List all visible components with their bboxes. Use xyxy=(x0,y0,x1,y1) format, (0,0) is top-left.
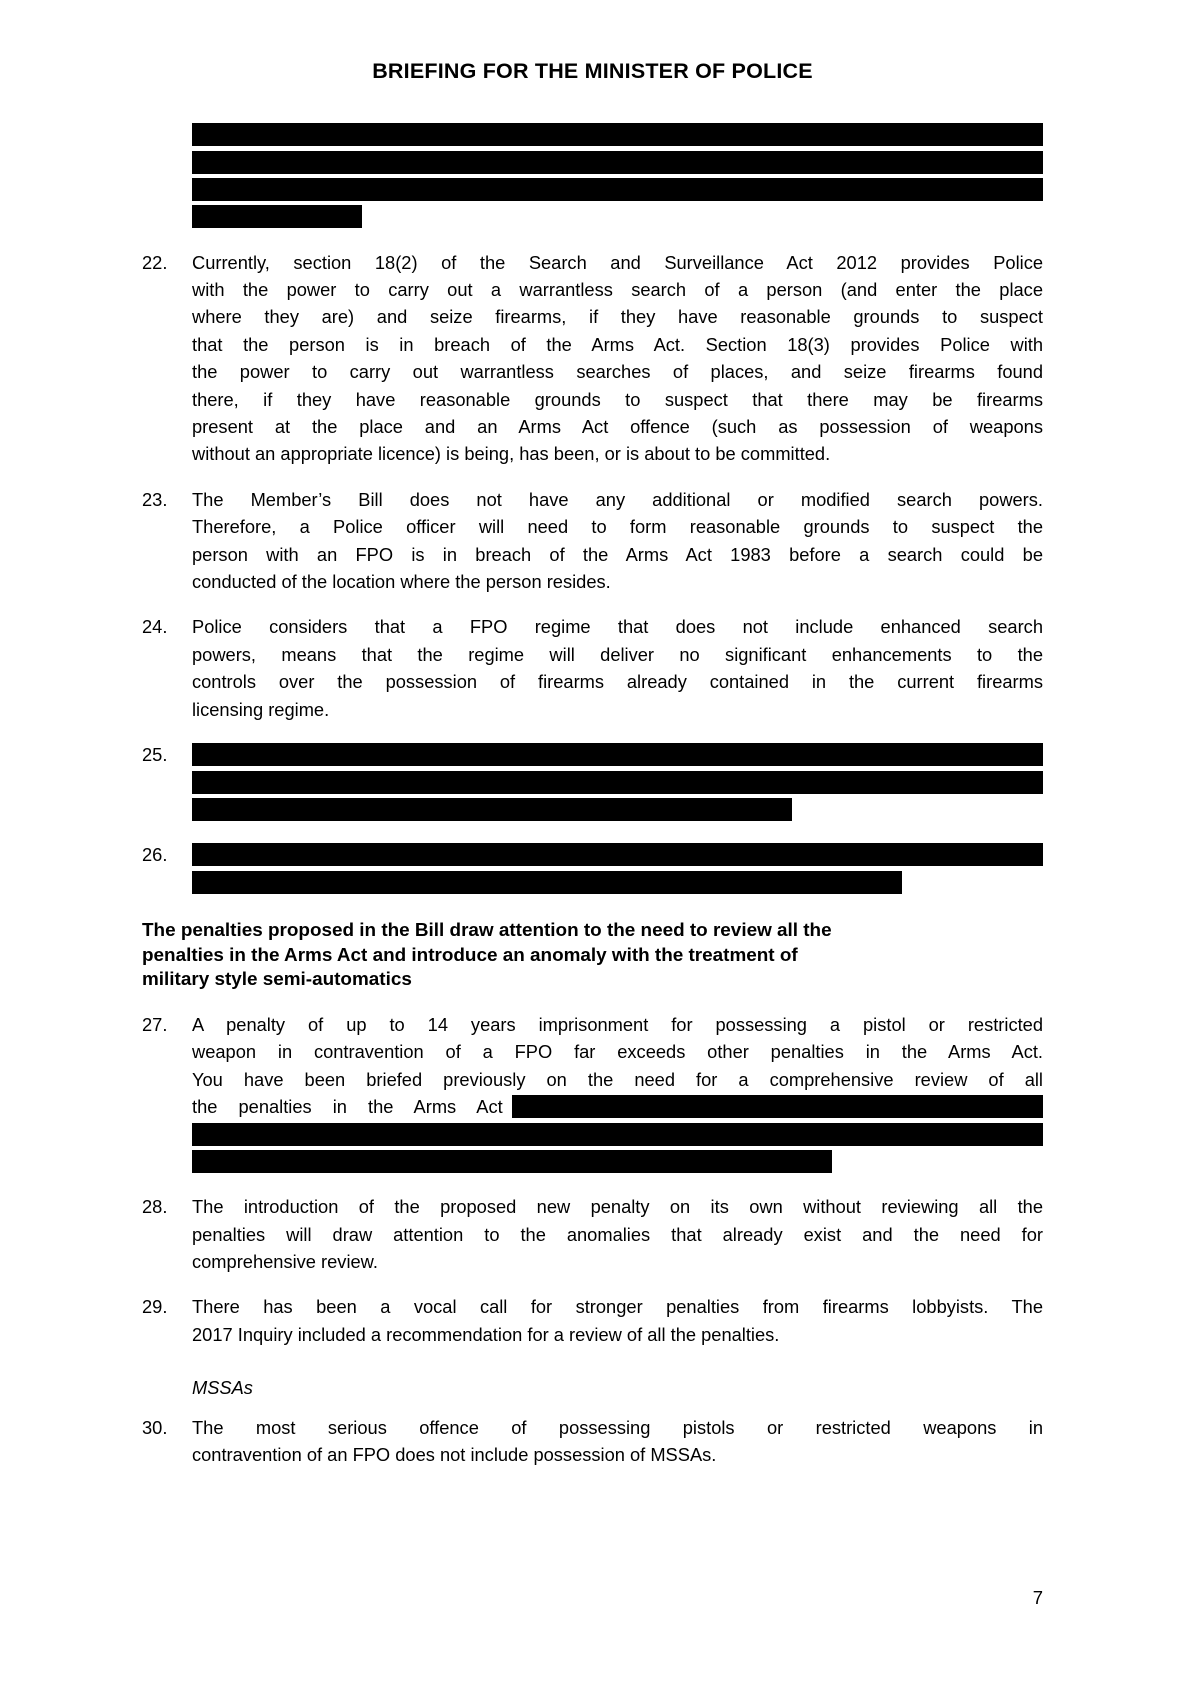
redaction-bar xyxy=(192,151,1043,174)
paragraph-line: without an appropriate licence) is being, has been, or is about to be committed. xyxy=(192,443,831,465)
paragraph-line: contravention of an FPO does not include possession of MSSAs. xyxy=(192,1444,717,1466)
paragraph-number: 27. xyxy=(142,1013,168,1035)
paragraph-line: the power to carry out warrantless searches of places, and seize firearms found xyxy=(192,361,1043,383)
redaction-bar-row xyxy=(192,741,1043,768)
paragraph xyxy=(142,1193,1043,1275)
paragraph-line: Police considers that a FPO regime that does not include enhanced search xyxy=(192,616,1043,638)
redaction-bar-row xyxy=(192,176,1043,203)
paragraph-line: where they are) and seize firearms, if they have reasonable grounds to suspect xyxy=(192,306,1043,328)
section-heading xyxy=(142,919,1043,993)
paragraph-line: Currently, section 18(2) of the Search and Surveillance Act 2012 provides Police xyxy=(192,251,1043,273)
redaction-bar-row xyxy=(192,768,1043,795)
paragraph-text xyxy=(192,741,1043,823)
paragraph xyxy=(142,613,1043,723)
paragraph-line: You have been briefed previously on the need for a comprehensive review of all xyxy=(192,1068,1043,1090)
paragraph-number: 30. xyxy=(142,1416,168,1438)
page-number: 7 xyxy=(1032,1587,1043,1608)
paragraph-line: controls over the possession of firearms already contained in the current firearms xyxy=(192,671,1043,693)
document-body xyxy=(142,121,1043,1468)
redaction-bar xyxy=(192,178,1043,201)
paragraph-number: 28. xyxy=(142,1196,168,1218)
redaction-bar-row xyxy=(192,1120,1043,1147)
paragraph-line: Therefore, a Police officer will need to form reasonable grounds to suspect the xyxy=(192,516,1043,538)
redaction-bar xyxy=(192,843,1043,866)
redaction-bar-row xyxy=(192,841,1043,868)
redaction-bar xyxy=(192,205,362,228)
inline-redaction-text: the penalties in the Arms Act xyxy=(192,1096,503,1118)
paragraph-line: A penalty of up to 14 years imprisonment for possessing a pistol or restricted xyxy=(192,1013,1043,1035)
paragraph-text xyxy=(192,1193,1043,1275)
paragraph-line: conducted of the location where the person resides. xyxy=(192,571,611,593)
doc-title: BRIEFING FOR THE MINISTER OF POLICE xyxy=(372,59,813,83)
paragraph-line: penalties will draw attention to the anomalies that already exist and the need for xyxy=(192,1223,1043,1245)
paragraph-text xyxy=(192,1011,1043,1175)
paragraph-line: 2017 Inquiry included a recommendation for a review of all the penalties. xyxy=(192,1323,780,1345)
paragraph-line: there, if they have reasonable grounds to suspect that there may be firearms xyxy=(192,388,1043,410)
redaction-bar xyxy=(192,798,792,821)
paragraph-line: The introduction of the proposed new penalty on its own without reviewing all the xyxy=(192,1196,1043,1218)
paragraph-text xyxy=(192,1293,1043,1348)
redaction-bar-row xyxy=(192,203,1043,230)
paragraph-number: 24. xyxy=(142,616,168,638)
redacted-block xyxy=(192,121,1043,231)
paragraph xyxy=(142,486,1043,596)
paragraph-line: The most serious offence of possessing pistols or restricted weapons in xyxy=(192,1416,1043,1438)
paragraph-text xyxy=(192,249,1043,468)
paragraph xyxy=(142,1414,1043,1469)
paragraph-line: with the power to carry out a warrantless search of a person (and enter the place xyxy=(192,278,1043,300)
subheading-mssas: MSSAs xyxy=(192,1377,253,1399)
paragraph-text xyxy=(192,613,1043,723)
paragraph-line: that the person is in breach of the Arms Act. Section 18(3) provides Police with xyxy=(192,333,1043,355)
paragraph-number: 25. xyxy=(142,744,168,766)
paragraph xyxy=(142,1011,1043,1175)
inline-redaction-line xyxy=(192,1093,1043,1120)
paragraph-number: 22. xyxy=(142,251,168,273)
redaction-bar-row xyxy=(192,121,1043,148)
paragraph-line: present at the place and an Arms Act offence (such as possession of weapons xyxy=(192,416,1043,437)
paragraph xyxy=(142,841,1043,896)
paragraph-line: weapon in contravention of a FPO far exceeds other penalties in the Arms Act. xyxy=(192,1041,1043,1063)
paragraph-line: comprehensive review. xyxy=(192,1251,378,1273)
paragraph-line: licensing regime. xyxy=(192,698,330,720)
redaction-bar-row xyxy=(192,869,1043,896)
redaction-bar xyxy=(192,1150,832,1173)
section-heading-line: military style semi-automatics xyxy=(142,969,412,991)
paragraph xyxy=(142,1293,1043,1348)
paragraph-number: 23. xyxy=(142,488,168,510)
paragraph-line: person with an FPO is in breach of the Arms Act 1983 before a search could be xyxy=(192,543,1043,565)
paragraph-line: The Member’s Bill does not have any additional or modified search powers. xyxy=(192,488,1043,510)
paragraph-line: There has been a vocal call for stronger penalties from firearms lobbyists. The xyxy=(192,1296,1043,1318)
paragraph xyxy=(142,249,1043,468)
paragraph-text xyxy=(192,1414,1043,1469)
redaction-bar xyxy=(192,1123,1043,1146)
paragraph-text xyxy=(192,486,1043,596)
paragraph xyxy=(142,741,1043,823)
section-heading-line: The penalties proposed in the Bill draw attention to the need to review all the xyxy=(142,920,832,942)
redaction-bar-row xyxy=(192,1148,1043,1175)
paragraph-line: powers, means that the regime will deliver no significant enhancements to the xyxy=(192,643,1043,665)
paragraph-number: 29. xyxy=(142,1296,168,1318)
redaction-bar xyxy=(192,771,1043,794)
redaction-bar xyxy=(512,1095,1043,1118)
paragraph-text xyxy=(192,841,1043,896)
section-heading-line: penalties in the Arms Act and introduce an anomaly with the treatment of xyxy=(142,944,798,966)
redaction-bar-row xyxy=(192,796,1043,823)
redaction-bar xyxy=(192,871,902,894)
paragraph-number: 26. xyxy=(142,844,168,866)
redaction-bar-row xyxy=(192,148,1043,175)
redaction-bar xyxy=(192,123,1043,146)
redaction-bar xyxy=(192,743,1043,766)
